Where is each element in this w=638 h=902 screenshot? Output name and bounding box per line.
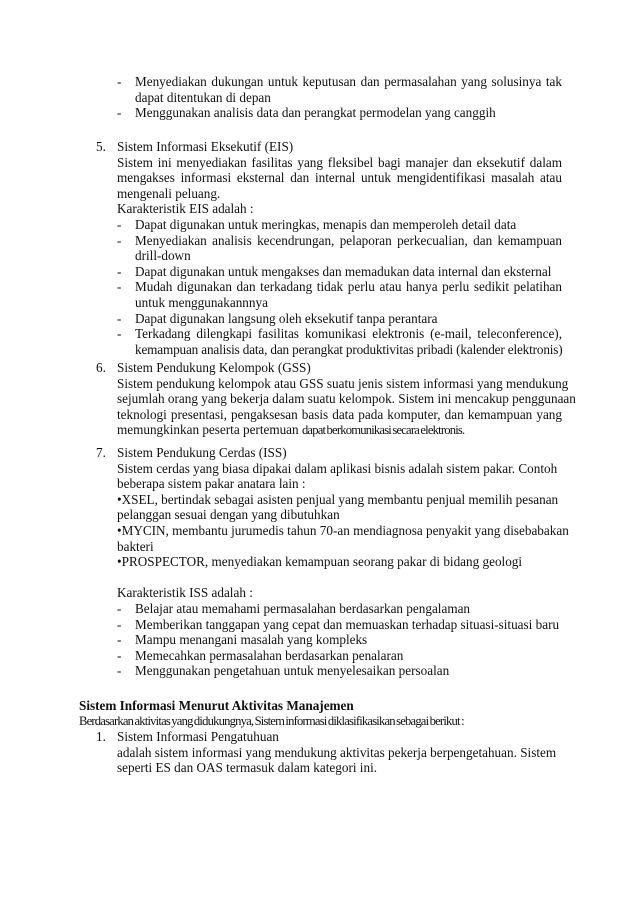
bullet-line: Memecahkan permasalahan berdasarkan penalaran [135,647,404,663]
list-item [117,74,562,105]
item-number: 5. [96,139,106,154]
spacer [117,570,562,586]
paragraph-line: Sistem cerdas yang biasa dipakai dalam aplikasi bisnis adalah sistem pakar. Contoh [117,460,558,476]
paragraph-line: •XSEL, bertindak sebagai asisten penjual yang membantu penjual memilih pesanan [117,491,559,507]
bullet-line: kemampuan analisis data, dan perangkat produktivitas pribadi (kalender elektronis) [135,341,563,357]
list-item [117,601,562,617]
bullet-line: Dapat digunakan untuk mengakses dan memadukan data internal dan eksternal [135,263,552,279]
paragraph-line: Sistem pendukung kelompok atau GSS suatu jenis sistem informasi yang mendukung [117,375,569,391]
paragraph-line: seperti ES dan OAS termasuk dalam kategori ini. [117,760,378,776]
bullet-line: Dapat digunakan langsung oleh eksekutif tanpa perantara [135,310,438,326]
bullet-dash: - [117,279,122,295]
list-item [117,663,562,679]
paragraph-line: Sistem ini menyediakan fasilitas yang fleksibel bagi manajer dan eksekutif dalam [117,154,562,170]
section-title: Sistem Pendukung Cerdas (ISS) [117,445,287,460]
list-item [117,233,562,264]
section-title: Sistem Pendukung Kelompok (GSS) [117,360,311,375]
bullet-dash: - [117,216,122,232]
bullet-line: Menyediakan dukungan untuk keputusan dan permasalahan yang solusinya tak [135,74,562,89]
bullet-line: Menyediakan analisis kecendrungan, pelaporan perkecualian, dan kemampuan [135,232,562,248]
item-number: 1. [96,729,106,744]
bullet-line: Menggunakan analisis data dan perangkat permodelan yang canggih [135,105,496,121]
characteristic-label: Karakteristik EIS adalah : [117,201,254,217]
paragraph-line [117,422,562,439]
bullet-dash: - [117,632,122,648]
paragraph-line: mengenali peluang. [117,185,221,201]
bullet-line: Menggunakan pengetahuan untuk menyelesaikan persoalan [135,663,450,679]
bullet-dash: - [117,600,122,616]
list-item [117,617,562,633]
gss-section [117,360,576,439]
item-number: 6. [96,360,106,375]
paragraph-line: mengakses informasi eksternal dan internal untuk mengidentifikasi masalah atau [117,170,562,186]
paragraph-line: pelanggan sesuai dengan yang dibutuhkan [117,507,340,523]
paragraph-text: memungkinkan peserta pertemuan [117,422,302,438]
section-title: Sistem Informasi Eksekutif (EIS) [117,139,294,154]
paragraph-line: sejumlah orang yang bekerja dalam suatu kelompok. Sistem ini mencakup penggunaan [117,391,576,407]
paragraph-line: adalah sistem informasi yang mendukung aktivitas pekerja berpengetahuan. Sistem [117,744,557,760]
bullet-line: untuk menggunakannnya [135,294,268,310]
bullet-line: Terkadang dilengkapi fasilitas komunikasi elektronis (e-mail, teleconference), [135,326,562,342]
paragraph-line: teknologi presentasi, pengaksesan basis data pada komputer, dan kemampuan yang [117,406,562,422]
paragraph-line: •PROSPECTOR, menyediakan kemampuan seorang pakar di bidang geologi [117,554,523,570]
bullet-line: drill-down [135,248,191,264]
paragraph-line: bakteri [117,538,154,554]
list-item [117,311,562,327]
bullet-line: Dapat digunakan untuk meringkas, menapis dan memperoleh detail data [135,216,517,232]
item-number: 7. [96,445,106,460]
list-item [117,648,562,664]
bullet-line: Belajar atau memahami permasalahan berdasarkan pengalaman [135,600,471,616]
bullet-dash: - [117,263,122,279]
top-bullet-list [117,74,562,121]
iss-section [117,445,569,679]
bullet-line: Mudah digunakan dan terkadang tidak perlu atau hanya perlu sedikit pelatihan [135,279,562,295]
knowledge-system-item [117,729,562,776]
bullet-dash: - [117,663,122,679]
eis-section [117,139,562,357]
bullet-dash: - [117,310,122,326]
list-item [117,264,562,280]
bullet-line: dapat ditentukan di depan [135,89,271,105]
bullet-dash: - [117,647,122,663]
list-item [117,632,562,648]
management-section [79,698,562,729]
bullet-dash: - [117,74,122,89]
list-item [117,279,562,310]
section-intro: Berdasarkan aktivitas yang didukungnya, Sistem informasi diklasifikasikan sebagai berikut : [79,713,464,728]
bullet-line: Memberikan tanggapan yang cepat dan memuaskan terhadap situasi-situasi baru [135,616,560,632]
bullet-dash: - [117,326,122,342]
bullet-line: Mampu menangani masalah yang kompleks [135,632,368,648]
bullet-dash: - [117,616,122,632]
paragraph-line: beberapa sistem pakar anatara lain : [117,476,306,492]
paragraph-text-condensed: dapat berkomunikasi secara elektronis. [301,423,465,438]
section-title: Sistem Informasi Pengatuhuan [117,729,279,744]
paragraph-line: •MYCIN, membantu jurumedis tahun 70-an mendiagnosa penyakit yang disebabakan [117,522,569,538]
list-item [117,217,562,233]
list-item [117,326,562,357]
list-item [117,105,562,121]
characteristic-label: Karakteristik ISS adalah : [117,585,253,601]
section-heading: Sistem Informasi Menurut Aktivitas Manajemen [79,698,354,713]
bullet-dash: - [117,105,122,121]
bullet-dash: - [117,232,122,248]
